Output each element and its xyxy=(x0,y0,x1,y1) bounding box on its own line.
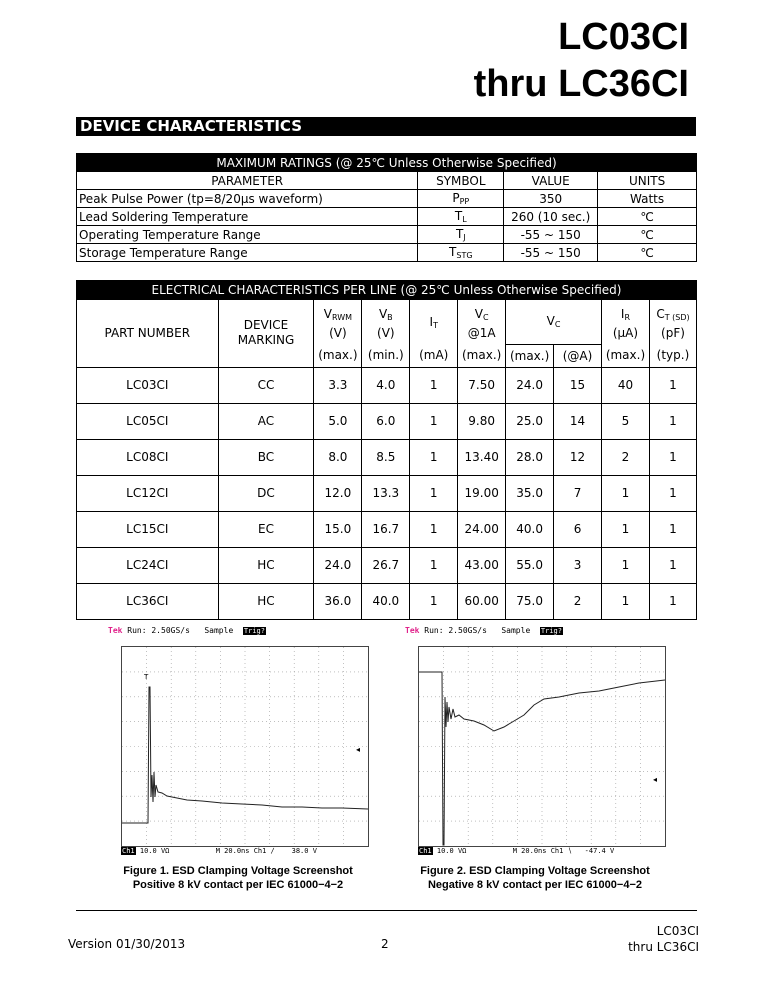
vc1-cell: 9.80 xyxy=(458,403,506,439)
trigger-level: 38.0 V xyxy=(291,847,317,855)
vrwm-condition: (max.) xyxy=(314,344,362,367)
ir-cell: 1 xyxy=(602,547,650,583)
ct-cell: 1 xyxy=(649,583,696,619)
vc1-condition: @1A xyxy=(458,322,506,344)
vc2-current-cell: 3 xyxy=(554,547,602,583)
table-row xyxy=(77,439,697,475)
vc2-max: (max.) xyxy=(506,344,554,367)
table-row xyxy=(77,226,697,244)
vrwm-header: $V_{RWM}$ xyxy=(314,300,362,323)
vrwm-cell: 15.0 xyxy=(314,511,362,547)
scope-settings-line xyxy=(418,847,664,855)
it-cell: 1 xyxy=(410,439,458,475)
marking-cell: HC xyxy=(218,547,314,583)
vc1-cell: 60.00 xyxy=(458,583,506,619)
device-marking-header: DEVICE MARKING xyxy=(218,300,314,368)
symbol-cell: $T_{STG}$ xyxy=(418,244,504,262)
part-number-cell: LC24CI xyxy=(77,547,219,583)
it-cell: 1 xyxy=(410,367,458,403)
section-heading: DEVICE CHARACTERISTICS xyxy=(76,117,696,136)
figure-caption-subtitle: Positive 8 kV contact per IEC 61000−4−2 xyxy=(132,879,344,891)
symbol-cell: $P_{PP}$ xyxy=(418,190,504,208)
ct-cell: 1 xyxy=(649,367,696,403)
figure-2-caption xyxy=(395,864,675,892)
run-rate: Run: 2.50GS/s xyxy=(424,626,487,635)
svg-text:◂: ◂ xyxy=(653,775,658,784)
value-cell: -55 ~ 150 xyxy=(504,244,598,262)
vc1-cell: 13.40 xyxy=(458,439,506,475)
vrwm-cell: 3.3 xyxy=(314,367,362,403)
ir-cell: 5 xyxy=(602,403,650,439)
vb-cell: 40.0 xyxy=(362,583,410,619)
vb-unit: (V) xyxy=(362,322,410,344)
it-cell: 1 xyxy=(410,583,458,619)
vc2-current-cell: 2 xyxy=(554,583,602,619)
vc2-current-cell: 12 xyxy=(554,439,602,475)
vrwm-cell: 24.0 xyxy=(314,547,362,583)
vb-header: $V_B$ xyxy=(362,300,410,323)
vc2-cell: 35.0 xyxy=(506,475,554,511)
column-header: PARAMETER xyxy=(77,172,418,190)
it-cell: 1 xyxy=(410,547,458,583)
vc1-cell: 24.00 xyxy=(458,511,506,547)
vrwm-cell: 36.0 xyxy=(314,583,362,619)
table-row xyxy=(77,367,697,403)
vc2-current-cell: 14 xyxy=(554,403,602,439)
vc1-cell: 43.00 xyxy=(458,547,506,583)
scope-settings-line xyxy=(121,847,367,855)
part-number-cell: LC15CI xyxy=(77,511,219,547)
ir-condition: (max.) xyxy=(602,344,650,367)
marking-cell: BC xyxy=(218,439,314,475)
marking-cell: AC xyxy=(218,403,314,439)
electrical-characteristics-title: ELECTRICAL CHARACTERISTICS PER LINE (@ 25℃ Unless Otherwise Specified) xyxy=(77,281,697,300)
it-cell: 1 xyxy=(410,475,458,511)
maximum-ratings-header-row xyxy=(77,172,697,190)
vc1-max: (max.) xyxy=(458,344,506,367)
vb-cell: 16.7 xyxy=(362,511,410,547)
parameter-cell: Operating Temperature Range xyxy=(77,226,418,244)
table-row xyxy=(77,547,697,583)
maximum-ratings-table xyxy=(76,153,697,262)
vb-cell: 13.3 xyxy=(362,475,410,511)
trigger-source: Ch1 ∕ xyxy=(253,847,275,855)
marking-cell: DC xyxy=(218,475,314,511)
table-row xyxy=(77,244,697,262)
value-cell: 260 (10 sec.) xyxy=(504,208,598,226)
figure-caption-title: Figure 1. ESD Clamping Voltage Screenshot xyxy=(123,865,353,877)
acq-mode: Sample xyxy=(204,626,234,635)
ir-cell: 40 xyxy=(602,367,650,403)
marking-cell: EC xyxy=(218,511,314,547)
channel-badge: Ch1 xyxy=(419,847,432,855)
table-row xyxy=(77,511,697,547)
it-cell: 1 xyxy=(410,403,458,439)
parameter-cell: Storage Temperature Range xyxy=(77,244,418,262)
ir-cell: 1 xyxy=(602,583,650,619)
vc2-cell: 40.0 xyxy=(506,511,554,547)
document-title-line2: thru LC36CI xyxy=(473,63,689,105)
scope-status-line xyxy=(108,626,266,635)
trigger-level: -47.4 V xyxy=(584,847,615,855)
vrwm-cell: 12.0 xyxy=(314,475,362,511)
ir-cell: 1 xyxy=(602,511,650,547)
part-number-cell: LC05CI xyxy=(77,403,219,439)
table-row xyxy=(77,583,697,619)
it-cell: 1 xyxy=(410,511,458,547)
ir-cell: 1 xyxy=(602,475,650,511)
vc2-current-cell: 6 xyxy=(554,511,602,547)
trigger-status: Trig? xyxy=(243,627,265,635)
ct-unit: (pF) xyxy=(649,322,696,344)
footer-divider xyxy=(76,910,697,911)
run-rate: Run: 2.50GS/s xyxy=(127,626,190,635)
vrwm-cell: 5.0 xyxy=(314,403,362,439)
figure-caption-title: Figure 2. ESD Clamping Voltage Screenshot xyxy=(420,865,650,877)
trigger-status: Trig? xyxy=(540,627,562,635)
vc1-cell: 7.50 xyxy=(458,367,506,403)
table-row xyxy=(77,475,697,511)
ct-cell: 1 xyxy=(649,403,696,439)
vc2-cell: 28.0 xyxy=(506,439,554,475)
symbol-cell: $T_J$ xyxy=(418,226,504,244)
it-header: $I_T$ xyxy=(410,300,458,345)
channel-badge: Ch1 xyxy=(122,847,135,855)
ct-header: $C_{T (SD)}$ xyxy=(649,300,696,323)
footer-version: Version 01/30/2013 xyxy=(68,937,186,951)
marking-cell: CC xyxy=(218,367,314,403)
ir-header: $I_R$ xyxy=(602,300,650,323)
vrwm-cell: 8.0 xyxy=(314,439,362,475)
vc1-header: $V_C$ xyxy=(458,300,506,323)
part-number-cell: LC12CI xyxy=(77,475,219,511)
vb-cell: 4.0 xyxy=(362,367,410,403)
vb-condition: (min.) xyxy=(362,344,410,367)
footer-part-number xyxy=(628,923,699,955)
parameter-cell: Peak Pulse Power (tp=8/20μs waveform) xyxy=(77,190,418,208)
svg-text:◂: ◂ xyxy=(356,745,361,754)
vb-cell: 6.0 xyxy=(362,403,410,439)
vc2-current-cell: 15 xyxy=(554,367,602,403)
ct-cell: 1 xyxy=(649,475,696,511)
scope-status-line xyxy=(405,626,563,635)
table-row xyxy=(77,190,697,208)
ir-cell: 2 xyxy=(602,439,650,475)
vc2-cell: 24.0 xyxy=(506,367,554,403)
vc2-header: $V_C$ xyxy=(506,300,602,345)
oscilloscope-screenshot-negative xyxy=(405,626,670,858)
timebase: M 20.0ns xyxy=(512,847,547,855)
channel-scale: 10.0 VΩ xyxy=(139,847,170,855)
acq-mode: Sample xyxy=(501,626,531,635)
units-cell: Watts xyxy=(598,190,697,208)
it-unit: (mA) xyxy=(410,344,458,367)
ct-cell: 1 xyxy=(649,511,696,547)
table-row xyxy=(77,403,697,439)
parameter-cell: Lead Soldering Temperature xyxy=(77,208,418,226)
column-header: SYMBOL xyxy=(418,172,504,190)
part-number-cell: LC03CI xyxy=(77,367,219,403)
vc2-cell: 55.0 xyxy=(506,547,554,583)
figure-1-caption xyxy=(98,864,378,892)
vc2-cell: 25.0 xyxy=(506,403,554,439)
electrical-characteristics-table xyxy=(76,280,697,620)
timebase: M 20.0ns xyxy=(215,847,250,855)
ct-cell: 1 xyxy=(649,439,696,475)
units-cell: ℃ xyxy=(598,226,697,244)
symbol-cell: $T_L$ xyxy=(418,208,504,226)
ir-unit: (μA) xyxy=(602,322,650,344)
svg-text:T: T xyxy=(144,673,149,681)
units-cell: ℃ xyxy=(598,208,697,226)
value-cell: 350 xyxy=(504,190,598,208)
footer-part-line2: thru LC36CI xyxy=(628,940,699,954)
vc1-cell: 19.00 xyxy=(458,475,506,511)
scope-graticule xyxy=(121,646,369,847)
channel-scale: 10.0 VΩ xyxy=(436,847,467,855)
marking-cell: HC xyxy=(218,583,314,619)
vb-cell: 8.5 xyxy=(362,439,410,475)
tek-label: Tek xyxy=(405,626,420,635)
vb-cell: 26.7 xyxy=(362,547,410,583)
ct-cell: 1 xyxy=(649,547,696,583)
part-number-header: PART NUMBER xyxy=(77,300,219,368)
header-row-top xyxy=(77,300,697,323)
column-header: VALUE xyxy=(504,172,598,190)
part-number-cell: LC36CI xyxy=(77,583,219,619)
scope-graticule xyxy=(418,646,666,847)
maximum-ratings-title: MAXIMUM RATINGS (@ 25℃ Unless Otherwise Specified) xyxy=(77,154,697,172)
vc2-current-cell: 7 xyxy=(554,475,602,511)
value-cell: -55 ~ 150 xyxy=(504,226,598,244)
oscilloscope-screenshot-positive xyxy=(108,626,373,858)
vrwm-unit: (V) xyxy=(314,322,362,344)
ct-condition: (typ.) xyxy=(649,344,696,367)
units-cell: ℃ xyxy=(598,244,697,262)
figure-caption-subtitle: Negative 8 kV contact per IEC 61000−4−2 xyxy=(427,879,642,891)
vc2-current: (@A) xyxy=(554,344,602,367)
table-row xyxy=(77,208,697,226)
trigger-source: Ch1 ∖ xyxy=(550,847,573,855)
vc2-cell: 75.0 xyxy=(506,583,554,619)
part-number-cell: LC08CI xyxy=(77,439,219,475)
column-header: UNITS xyxy=(598,172,697,190)
footer-part-line1: LC03CI xyxy=(656,924,699,938)
document-title-line1: LC03CI xyxy=(558,16,689,58)
page-number: 2 xyxy=(381,937,389,951)
tek-label: Tek xyxy=(108,626,123,635)
